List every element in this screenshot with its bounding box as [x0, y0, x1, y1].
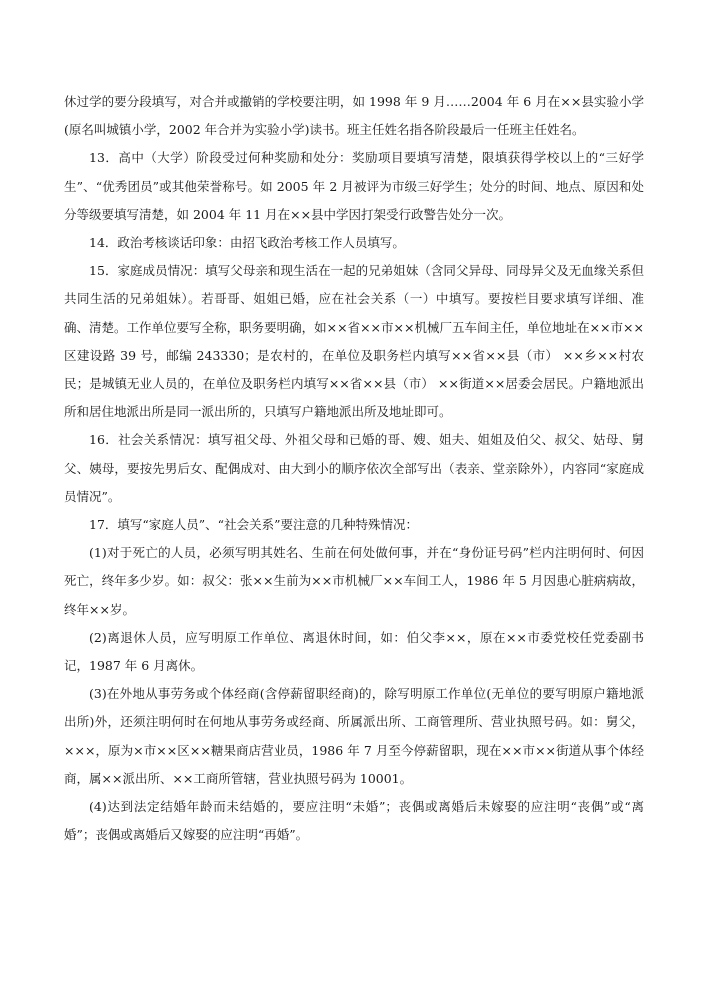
paragraph-item-17-4: (4)达到法定结婚年龄而未结婚的，要应注明“未婚”；丧偶或离婚后未嫁娶的应注明“丧偶”或“离婚”；丧偶或离婚后又嫁娶的应注明“再婚”。 [64, 799, 644, 843]
paragraph-item-17-3: (3)在外地从事劳务或个体经商(含停薪留职经商)的，除写明原工作单位(无单位的要写明原户籍地派出所)外，还须注明何时在何地从事劳务或经商、所属派出所、工商管理所、营业执照号码。如：舅父，×××，原为×市××区××糖果商店营业员，1986 年 7 月至今停薪留职，现在××市××街道从事个体经商，属××派出所、××工商所管辖，营业执照号码为 10001。 [64, 686, 644, 786]
paragraph-item-13: 13．高中（大学）阶段受过何种奖励和处分：奖励项目要填写清楚，限填获得学校以上的“三好学生”、“优秀团员”或其他荣誉称号。如 2005 年 2 月被评为市级三好学生；处分的时间、地点、原因和处分等级要填写清楚，如 2004 年 11 月在××县中学因打架受行政警告处分一次。 [64, 150, 644, 222]
paragraph-item-14: 14．政治考核谈话印象：由招飞政治考核工作人员填写。 [89, 235, 405, 251]
paragraph-item-15: 15．家庭成员情况：填写父母亲和现生活在一起的兄弟姐妹（含同父异母、同母异父及无血缘关系但共同生活的兄弟姐妹）。若哥哥、姐姐已婚，应在社会关系（一）中填写。要按栏目要求填写详细、准确、清楚。工作单位要写全称，职务要明确，如××省××市××机械厂五车间主任，单位地址在××市××区建设路 39 号，邮编 243330；是农村的，在单位及职务栏内填写××省××县（市） ××乡××村农民；是城镇无业人员的，在单位及职务栏内填写××省××县（市） ××街道××居委会居民。户籍地派出所和居住地派出所是同一派出所的，只填写户籍地派出所及地址即可。 [64, 263, 644, 420]
paragraph-continuation: 休过学的要分段填写，对合并或撤销的学校要注明，如 1998 年 9 月……2004 年 6 月在××县实验小学(原名叫城镇小学，2002 年合并为实验小学)读书。班主任姓名指各阶段最后一任班主任姓名。 [64, 94, 644, 138]
paragraph-item-16: 16．社会关系情况：填写祖父母、外祖父母和已婚的哥、嫂、姐夫、姐姐及伯父、叔父、姑母、舅父、姨母，要按先男后女、配偶成对、由大到小的顺序依次全部写出（表亲、堂亲除外），内容同“家庭成员情况”。 [64, 432, 644, 504]
document-body [64, 88, 644, 849]
paragraph-item-17-1: (1)对于死亡的人员，必须写明其姓名、生前在何处做何事，并在“身份证号码”栏内注明何时、何因死亡，终年多少岁。如：叔父：张××生前为××市机械厂××车间工人，1986 年 5 月因患心脏病病故，终年××岁。 [64, 545, 644, 617]
paragraph-item-17-2: (2)离退休人员，应写明原工作单位、离退休时间，如：伯父李××，原在××市委党校任党委副书记，1987 年 6 月离休。 [64, 629, 644, 674]
paragraph-item-17: 17．填写“家庭人员”、“社会关系”要注意的几种特殊情况： [89, 517, 418, 533]
